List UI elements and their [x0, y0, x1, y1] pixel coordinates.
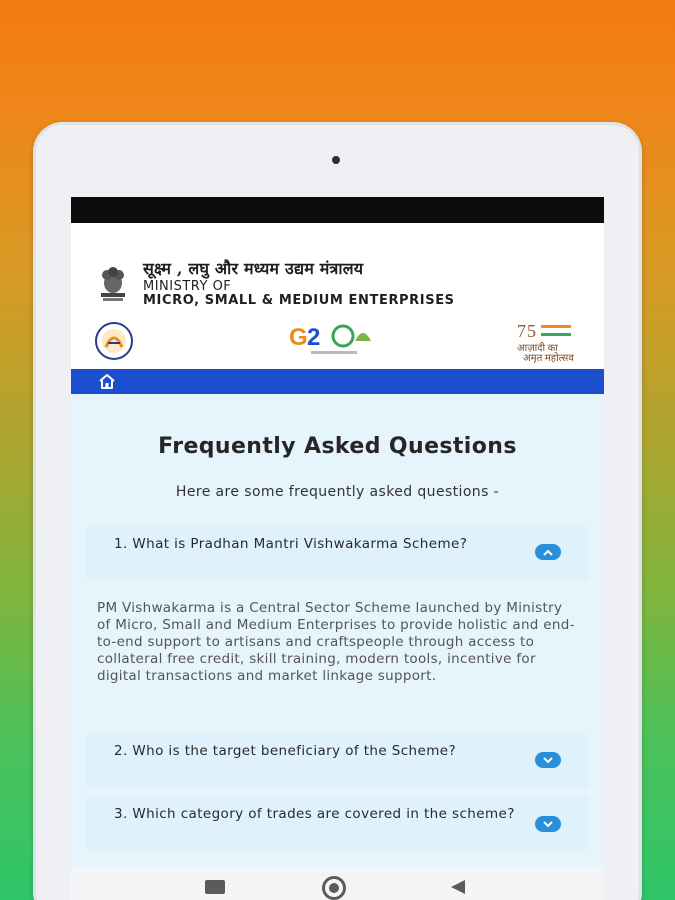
svg-text:अमृत महोत्सव: अमृत महोत्सव [523, 353, 574, 363]
vishwakarma-logo-icon [91, 321, 137, 361]
recents-button[interactable] [205, 880, 225, 894]
system-nav-bar [71, 867, 604, 900]
expand-toggle[interactable] [535, 816, 561, 832]
ministry-of-label: MINISTRY OF [143, 279, 232, 294]
azadi-ka-amrit-mahotsav-logo-icon [513, 319, 585, 363]
faq-question: 2. Who is the target beneficiary of the Scheme? [114, 743, 457, 759]
ministry-name: MICRO, SMALL & MEDIUM ENTERPRISES [143, 293, 455, 308]
svg-text:2: 2 [307, 324, 321, 351]
faq-subtitle: Here are some frequently asked questions - [175, 484, 500, 500]
home-button[interactable] [322, 876, 346, 900]
top-nav-bar [71, 369, 604, 394]
camera-dot [332, 156, 340, 164]
status-bar [71, 197, 604, 223]
faq-answer-1: PM Vishwakarma is a Central Sector Scheme launched by Ministry of Micro, Small and Medium Enterprises to provide holistic and end-to-end support to artisans and craftspeople through access to collateral free credit, skill training, modern tools, incentive for digital transactions and market linkage support. [97, 600, 575, 684]
expand-toggle[interactable] [535, 752, 561, 768]
tablet-frame [33, 122, 642, 900]
faq-item-3[interactable] [86, 796, 589, 850]
home-icon[interactable] [97, 372, 117, 390]
ministry-hindi-title: सूक्ष्म , लघु और मध्यम उद्यम मंत्रालय [143, 259, 364, 278]
chevron-down-icon [543, 757, 553, 764]
app-header [71, 223, 604, 369]
faq-question: 3. Which category of trades are covered in the scheme? [114, 806, 515, 822]
svg-text:7: 7 [517, 321, 526, 341]
g20-logo-icon [285, 321, 389, 361]
faq-item-2[interactable] [86, 734, 589, 788]
app-screen [71, 197, 604, 900]
faq-question: 1. What is Pradhan Mantri Vishwakarma Scheme? [114, 536, 468, 552]
svg-text:5: 5 [527, 321, 536, 341]
chevron-up-icon [543, 549, 553, 556]
back-button[interactable] [451, 880, 465, 894]
chevron-down-icon [543, 821, 553, 828]
collapse-toggle[interactable] [535, 544, 561, 560]
national-emblem-icon [95, 263, 131, 303]
faq-section [71, 394, 604, 867]
faq-item-1[interactable] [86, 526, 589, 580]
faq-title: Frequently Asked Questions [158, 434, 517, 459]
svg-text:G: G [289, 324, 308, 351]
svg-text:आज़ादी का: आज़ादी का [517, 343, 558, 354]
